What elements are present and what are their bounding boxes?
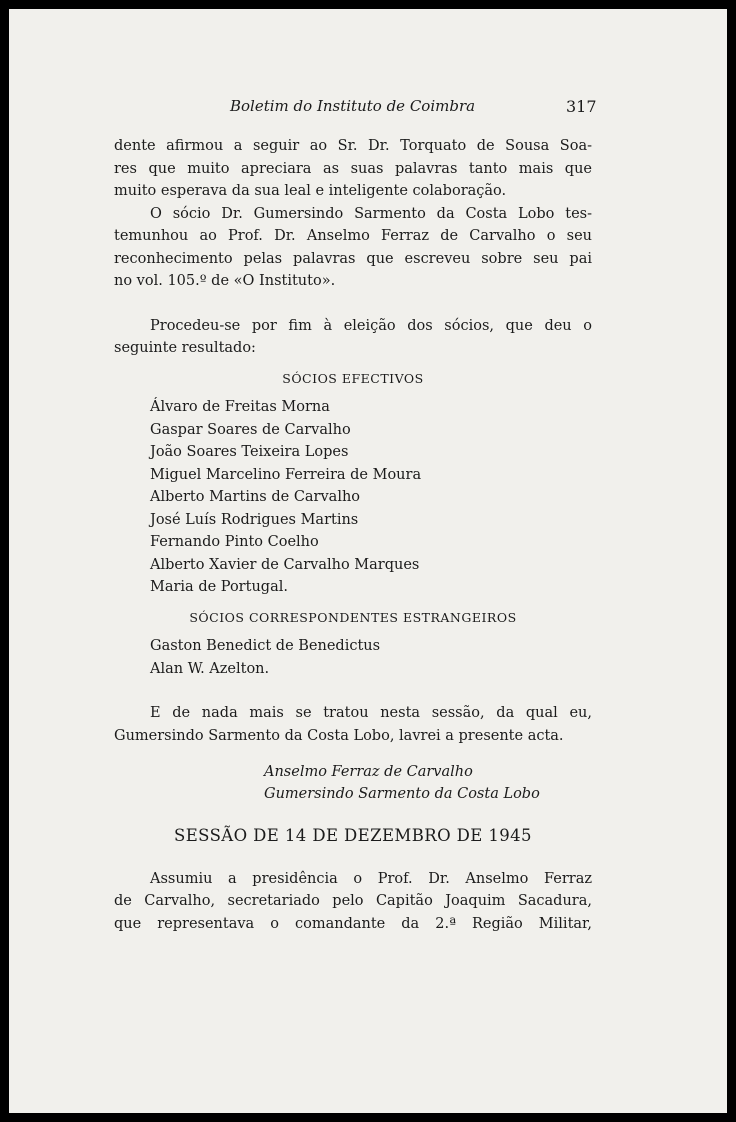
member-name: Miguel Marcelino Ferreira de Moura [150, 466, 422, 483]
page-number: 317 [566, 97, 597, 116]
signature-name: Anselmo Ferraz de Carvalho [264, 764, 473, 780]
paragraph-3 [114, 315, 592, 360]
spacer [114, 293, 592, 315]
text-line: seguinte resultado: [114, 340, 256, 356]
spacer [114, 747, 592, 761]
member-name: Maria de Portugal. [150, 579, 288, 595]
page-header [9, 97, 727, 121]
text-line: E de nada mais se tratou nesta sessão, da qual eu, [150, 705, 592, 721]
book-page [9, 9, 727, 1113]
text-line: dente afirmou a seguir ao Sr. Dr. Torquato de Sousa Soa- [114, 138, 592, 154]
member-name: Álvaro de Freitas Morna [150, 399, 330, 415]
member-name: José Luís Rodrigues Martins [150, 511, 359, 528]
text-line: Gumersindo Sarmento da Costa Lobo, lavrei a presente acta. [114, 727, 564, 744]
member-name: Alan W. Azelton. [150, 660, 270, 677]
text-line: Procedeu-se por fim à eleição dos sócios, que deu o [150, 317, 592, 334]
page-body [114, 135, 592, 935]
paragraph-5 [114, 868, 592, 936]
paragraph-4 [114, 702, 592, 747]
text-line: de Carvalho, secretariado pelo Capitão Joaquim Sacadura, [114, 893, 592, 909]
session-heading: SESSÃO DE 14 DE DEZEMBRO DE 1945 [174, 826, 532, 845]
member-name: Gaston Benedict de Benedictus [150, 638, 381, 654]
member-name: Alberto Xavier de Carvalho Marques [150, 556, 420, 573]
text-line: reconhecimento pelas palavras que escreveu sobre seu pai [114, 250, 592, 267]
paragraph-1 [114, 135, 592, 203]
socios-correspondentes-list [114, 635, 592, 680]
running-title: Boletim do Instituto de Coimbra [230, 97, 476, 115]
text-line: temunhou ao Prof. Dr. Anselmo Ferraz de Carvalho o seu [114, 228, 592, 244]
text-line: O sócio Dr. Gumersindo Sarmento da Costa Lobo tes- [150, 205, 592, 222]
text-line: que representava o comandante da 2.ª Região Militar, [114, 915, 592, 932]
text-line: Assumiu a presidência o Prof. Dr. Anselmo Ferraz [150, 870, 592, 887]
spacer [114, 680, 592, 702]
socios-efectivos-heading: SÓCIOS EFECTIVOS [282, 370, 424, 386]
member-name: Alberto Martins de Carvalho [150, 489, 361, 505]
signatures [114, 761, 592, 805]
member-name: João Soares Teixeira Lopes [150, 444, 349, 460]
member-name: Fernando Pinto Coelho [150, 534, 319, 550]
text-line: muito esperava da sua leal e inteligente colaboração. [114, 183, 507, 199]
text-line: no vol. 105.º de «O Instituto». [114, 273, 336, 289]
member-name: Gaspar Soares de Carvalho [150, 421, 351, 438]
text-line: res que muito apreciara as suas palavras tanto mais que [114, 160, 592, 177]
socios-efectivos-list [114, 396, 592, 599]
socios-correspondentes-heading: SÓCIOS CORRESPONDENTES ESTRANGEIROS [189, 609, 517, 625]
signature-name: Gumersindo Sarmento da Costa Lobo [264, 786, 540, 802]
paragraph-2 [114, 203, 592, 293]
